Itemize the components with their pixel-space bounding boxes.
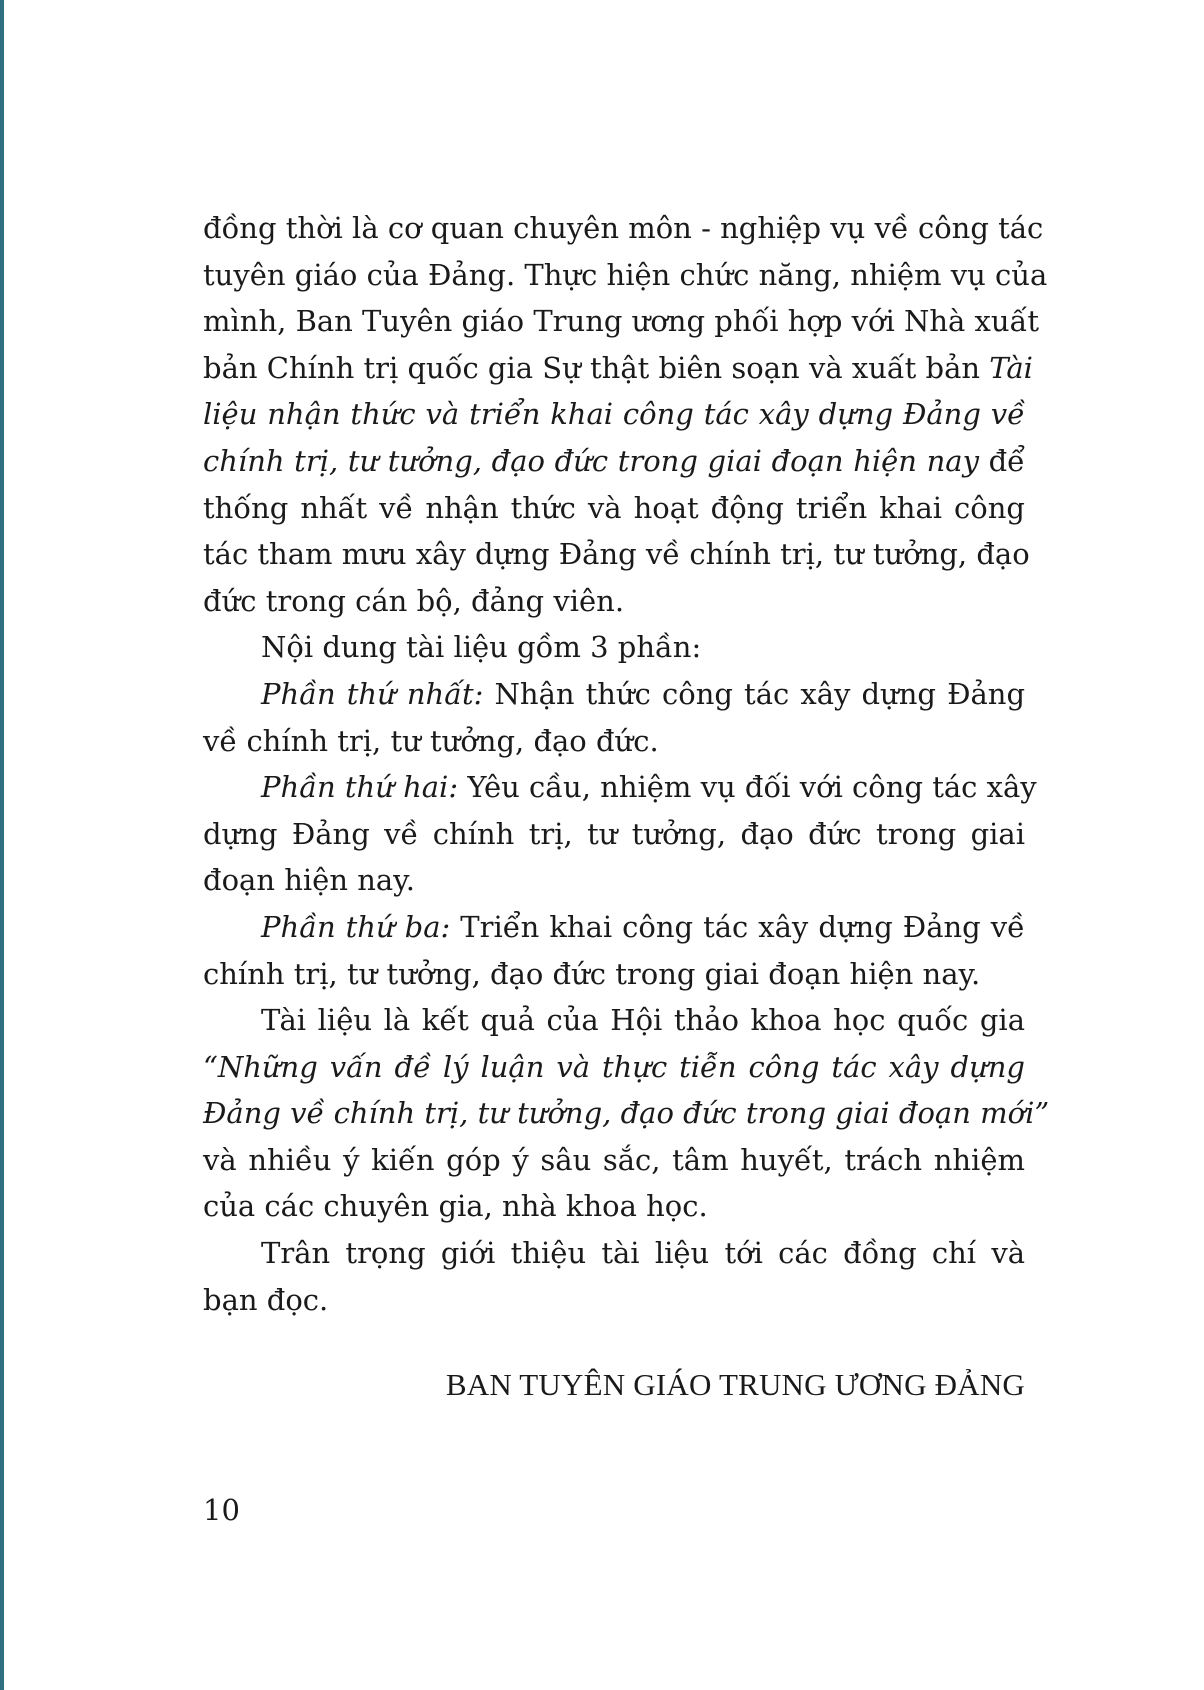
paragraph-1-line-6: chính trị, tư tưởng, đạo đức trong giai đoạn hiện nay để [203, 443, 1026, 478]
paragraph-1-line-9: đức trong cán bộ, đảng viên. [203, 583, 625, 618]
signature: BAN TUYÊN GIÁO TRUNG ƯƠNG ĐẢNG [445, 1367, 1025, 1402]
document-title-italic: Tài [989, 350, 1033, 385]
part-2-line-3: đoạn hiện nay. [203, 863, 415, 898]
paragraph-1-line-5: liệu nhận thức và triển khai công tác xây dựng Đảng về [203, 397, 1025, 432]
paragraph-1-line-3: mình, Ban Tuyên giáo Trung ương phối hợp với Nhà xuất [203, 304, 1040, 339]
paragraph-2: Nội dung tài liệu gồm 3 phần: [261, 630, 702, 665]
part-1-line-2: về chính trị, tư tưởng, đạo đức. [203, 723, 659, 758]
part-1-line-1: Phần thứ nhất: Nhận thức công tác xây dựng Đảng [261, 676, 1026, 711]
paragraph-1-line-1: đồng thời là cơ quan chuyên môn - nghiệp vụ về công tác [203, 211, 1044, 245]
part-1-label: Phần thứ nhất: [261, 676, 484, 711]
body-text [203, 205, 1050, 1323]
paragraph-1-line-4: bản Chính trị quốc gia Sự thật biên soạn và xuất bản Tài [203, 350, 1033, 385]
paragraph-3-line-5: của các chuyên gia, nhà khoa học. [203, 1189, 708, 1224]
paragraph-3-line-2: “Những vấn đề lý luận và thực tiễn công tác xây dựng [203, 1049, 1025, 1084]
paragraph-1-line-7: thống nhất về nhận thức và hoạt động triển khai công [203, 490, 1025, 525]
paragraph-4-line-1: Trân trọng giới thiệu tài liệu tới các đồng chí và [261, 1236, 1025, 1271]
part-2-line-2: dựng Đảng về chính trị, tư tưởng, đạo đức trong giai [203, 816, 1025, 851]
part-2-line-1: Phần thứ hai: Yêu cầu, nhiệm vụ đối với công tác xây [261, 770, 1037, 805]
paragraph-3-line-1: Tài liệu là kết quả của Hội thảo khoa học quốc gia [261, 1003, 1025, 1038]
part-3-line-1: Phần thứ ba: Triển khai công tác xây dựng Đảng về [261, 909, 1025, 944]
page-edge-bar [0, 0, 4, 1690]
part-3-label: Phần thứ ba: [261, 909, 451, 944]
paragraph-3-line-4: và nhiều ý kiến góp ý sâu sắc, tâm huyết, trách nhiệm [203, 1142, 1025, 1177]
part-3-line-2: chính trị, tư tưởng, đạo đức trong giai đoạn hiện nay. [203, 956, 981, 991]
part-2-label: Phần thứ hai: [261, 770, 459, 805]
paragraph-1-line-8: tác tham mưu xây dựng Đảng về chính trị, tư tưởng, đạo [203, 537, 1030, 572]
paragraph-4-line-2: bạn đọc. [203, 1282, 329, 1317]
paragraph-3-line-3: Đảng về chính trị, tư tưởng, đạo đức trong giai đoạn mới” [203, 1096, 1050, 1131]
page-number: 10 [203, 1493, 240, 1527]
paragraph-1-line-2: tuyên giáo của Đảng. Thực hiện chức năng, nhiệm vụ của [203, 257, 1048, 292]
